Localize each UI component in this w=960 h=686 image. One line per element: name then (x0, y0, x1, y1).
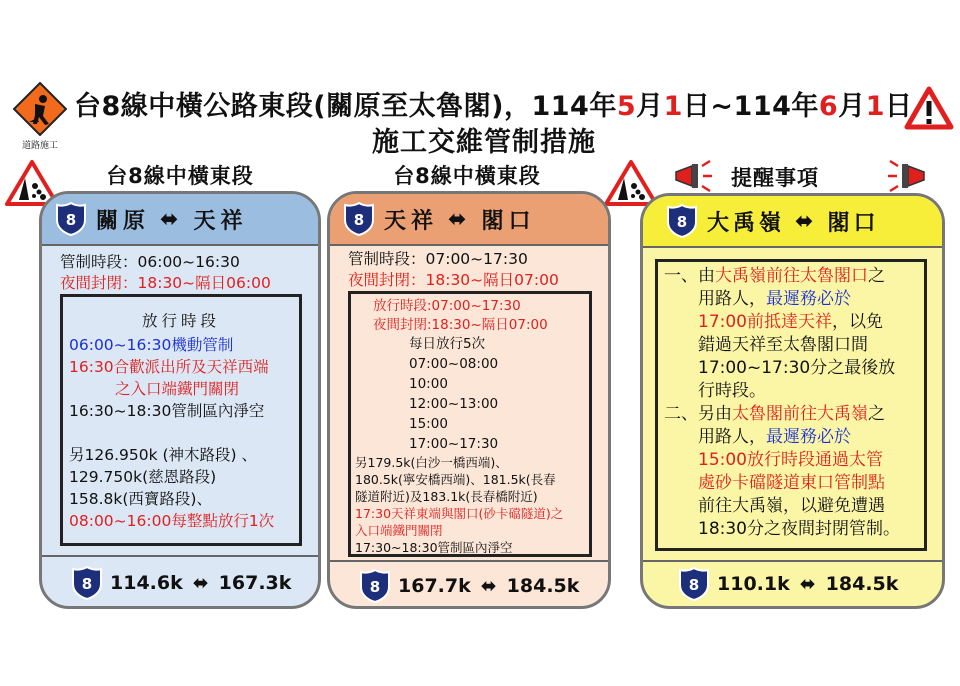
route-to: 天祥 (193, 208, 248, 234)
panel-footer (679, 567, 898, 601)
reminder-line: 18:30分之夜間封閉管制。 (698, 519, 900, 539)
route-from: 天祥 (384, 208, 439, 234)
page-title: 台8線中橫公路東段(關原至太魯閣)，114年5月1日~114年6月1日 (74, 91, 913, 122)
km-to: 167.3k (218, 572, 292, 594)
megaphone-icon (886, 158, 928, 194)
svg-text:8: 8 (81, 575, 93, 593)
route-to: 閣口 (827, 210, 880, 236)
box-heading: 放行時段 (141, 312, 220, 330)
double-arrow-icon: ⬌ (448, 206, 472, 232)
svg-text:8: 8 (676, 213, 688, 231)
page-subtitle: 施工交維管制措施 (372, 127, 596, 158)
box-line: 16:30合歡派出所及天祥西端 (69, 358, 269, 376)
double-arrow-icon: ⬌ (799, 573, 816, 595)
control-time: 管制時段：06:00~16:30 (60, 253, 240, 271)
panel-guanyuan-tianxiang (39, 191, 321, 609)
km-to: 184.5k (825, 573, 899, 595)
reminder-line: 用路人，最遲務必於 (698, 289, 851, 309)
box-line: 另179.5k(白沙一橋西端)、 (355, 455, 508, 470)
reminder-line: 行時段。 (698, 381, 766, 401)
release-time: 17:00~17:30 (409, 436, 499, 452)
route-to: 閣口 (481, 208, 536, 234)
svg-text:8: 8 (353, 211, 365, 229)
box-line: 180.5k(寧安橋西端)、181.5k(長春 (355, 472, 556, 487)
night-closure: 夜間封閉：18:30~隔日06:00 (60, 274, 271, 292)
reminder-box (655, 259, 927, 551)
double-arrow-icon: ⬌ (192, 572, 209, 594)
box-line: 129.750k(慈恩路段) (69, 468, 217, 486)
double-arrow-icon: ⬌ (795, 208, 818, 234)
road-work-label: 道路施工 (21, 141, 58, 151)
box-line: 之入口端鐵門關閉 (115, 380, 240, 398)
double-arrow-icon: ⬌ (480, 575, 497, 597)
panel-reminders (640, 193, 945, 609)
reminder-line: 錯過天祥至太魯閣口間 (698, 335, 868, 355)
route-from: 大禹嶺 (707, 210, 786, 236)
route-shield-icon (344, 202, 374, 236)
route-shield-icon (56, 202, 86, 236)
panel-footer (72, 566, 291, 600)
box-line: 另126.950k (神木路段) 、 (69, 446, 258, 464)
box-line: 17:30~18:30管制區內淨空 (355, 540, 513, 555)
svg-text:8: 8 (369, 578, 381, 596)
svg-text:8: 8 (65, 211, 77, 229)
route-shield-icon (360, 569, 390, 603)
box-line: 08:00~16:00每整點放行1次 (69, 512, 275, 530)
double-arrow-icon: ⬌ (160, 206, 184, 232)
km-from: 110.1k (717, 573, 790, 595)
box-line: 158.8k(西寶路段)、 (69, 490, 212, 508)
release-schedule-box (60, 294, 302, 546)
route-shield-icon (72, 566, 102, 600)
reminder-line: 前往大禹嶺，以避免遭遇 (698, 496, 885, 516)
box-line: 放行時段:07:00~17:30 (373, 298, 521, 314)
release-time: 10:00 (409, 376, 448, 392)
reminder-line: 15:00放行時段通過太管 (698, 450, 883, 470)
route-from: 關原 (96, 208, 151, 234)
night-closure: 夜間封閉：18:30~隔日07:00 (348, 271, 559, 289)
reminder-line: 處砂卡礑隧道東口管制點 (698, 473, 885, 493)
panel-header (330, 194, 608, 246)
panel-footer (360, 569, 579, 603)
box-line: 06:00~16:30機動管制 (69, 336, 234, 354)
box-line: 隧道附近)及183.1k(長春橋附近) (355, 489, 538, 504)
column-title-3: 提醒事項 (731, 166, 819, 190)
km-from: 114.6k (110, 572, 183, 594)
release-schedule-box (348, 291, 592, 557)
release-time: 07:00~08:00 (409, 356, 499, 372)
reminder-line: 用路人，最遲務必於 (698, 427, 851, 447)
column-title-1: 台8線中橫東段 (106, 164, 254, 188)
reminder-line: 一、由大禹嶺前往太魯閣口之 (664, 266, 885, 286)
release-time: 12:00~13:00 (409, 396, 499, 412)
control-time: 管制時段：07:00~17:30 (348, 250, 528, 268)
road-work-sign-icon (13, 82, 67, 151)
panel-tianxiang-gekou (327, 191, 611, 609)
svg-text:8: 8 (688, 576, 700, 594)
panel-header (643, 196, 942, 248)
reminder-line: 17:00~17:30分之最後放 (698, 358, 896, 378)
box-line: 每日放行5次 (409, 336, 486, 352)
reminder-line: 17:00前抵達天祥，以免 (698, 312, 883, 332)
panel-header (42, 194, 318, 246)
column-title-2: 台8線中橫東段 (393, 164, 541, 188)
box-line: 夜間封閉:18:30~隔日07:00 (373, 317, 548, 333)
reminder-line: 二、另由太魯閣前往大禹嶺之 (664, 404, 885, 424)
route-shield-icon (679, 567, 709, 601)
box-line: 16:30~18:30管制區內淨空 (69, 402, 265, 420)
km-from: 167.7k (398, 575, 471, 597)
km-to: 184.5k (506, 575, 580, 597)
release-time: 15:00 (409, 416, 448, 432)
box-line: 17:30天祥東端與閣口(砂卡礑隧道)之 (355, 506, 564, 521)
route-shield-icon (667, 204, 697, 238)
box-line: 入口端鐵門關閉 (355, 523, 443, 538)
